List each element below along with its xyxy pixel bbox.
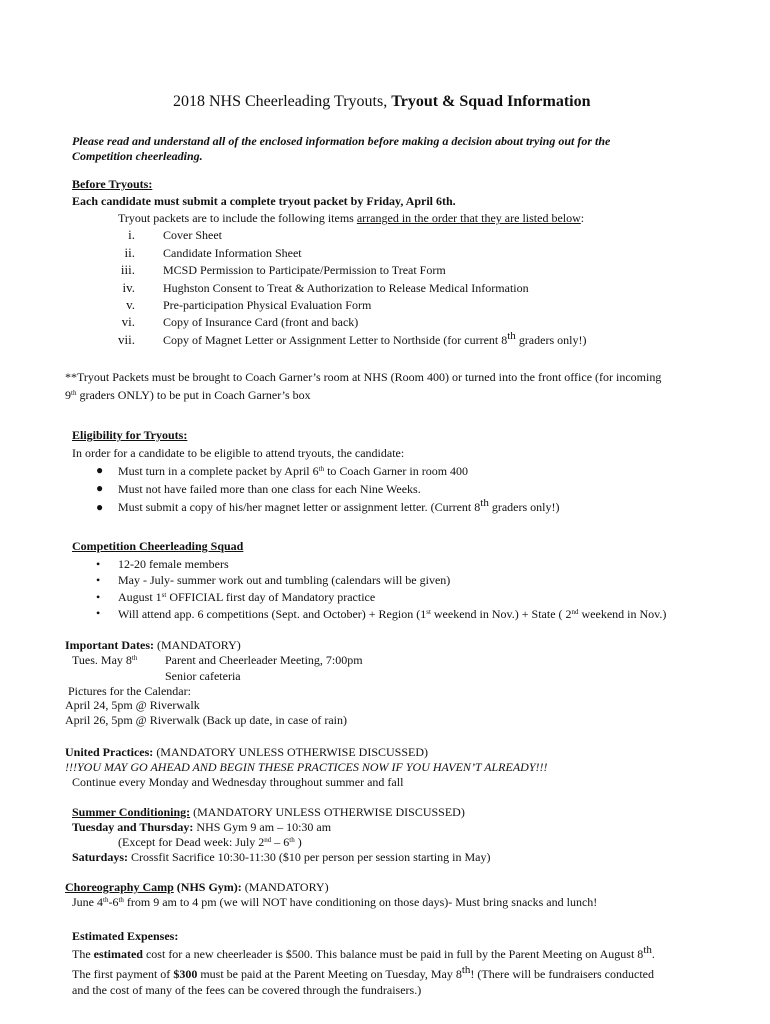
summer-exception-mid: – 6 [271, 835, 290, 849]
dates-heading [65, 638, 241, 652]
united-heading-label: United Practices: [65, 745, 154, 759]
eligibility-item-post: to Coach Garner in room 400 [324, 464, 469, 478]
packet-note-line-1: **Tryout Packets must be brought to Coach Garner’s room at NHS (Room 400) or turned into the front office (for incoming [65, 370, 662, 384]
eligibility-item-sup: th [318, 465, 325, 473]
bullet-icon: • [96, 557, 101, 571]
before-tryouts-lead: Each candidate must submit a complete tryout packet by Friday, April 6th. [72, 194, 456, 208]
expenses-sup: th [643, 944, 652, 956]
expenses-text: The first payment of [72, 967, 174, 981]
squad-item-post: OFFICIAL first day of Mandatory practice [166, 590, 376, 604]
page-title [173, 92, 591, 111]
note-rest: graders ONLY) to be put in Coach Garner’s box [76, 388, 311, 402]
summer-heading-note: (MANDATORY UNLESS OTHERWISE DISCUSSED) [190, 805, 465, 819]
pictures-date-2: April 26, 5pm @ Riverwalk (Back up date, in case of rain) [65, 713, 347, 727]
packet-item: MCSD Permission to Participate/Permission to Treat Form [163, 263, 446, 277]
squad-item-text: Will attend app. 6 competitions (Sept. and October) + Region (1 [118, 607, 427, 621]
expenses-text: must be paid at the Parent Meeting on Tuesday, May 8 [197, 967, 462, 981]
expenses-heading: Estimated Expenses: [72, 929, 179, 943]
packet-item: Copy of Insurance Card (front and back) [163, 315, 359, 329]
packet-instructions-underlined: arranged in the order that they are listed below [356, 211, 581, 225]
expenses-line-3: and the cost of many of the fees can be covered through the fundraisers.) [72, 983, 422, 997]
squad-item: May - July- summer work out and tumbling (calendars will be given) [118, 573, 451, 587]
summer-tue-thu-text: NHS Gym 9 am – 10:30 am [193, 820, 332, 834]
note-grade-sup: th [71, 389, 77, 397]
title-bold: Tryout & Squad Information [391, 93, 591, 110]
pictures-label: Pictures for the Calendar: [68, 684, 191, 698]
packet-item-text: Copy of Magnet Letter or Assignment Letter to Northside (for current 8 [163, 333, 508, 347]
meeting-date-sup: th [131, 654, 138, 662]
meeting-location: Senior cafeteria [165, 669, 241, 683]
summer-exception-post: ) [294, 835, 302, 849]
squad-heading: Competition Cheerleading Squad [72, 539, 244, 553]
camp-heading-note: (MANDATORY) [241, 880, 329, 894]
packet-instructions [118, 211, 584, 225]
item-number: vi. [121, 314, 135, 329]
camp-details-sup: th [118, 896, 124, 904]
eligibility-item-text: Must turn in a complete packet by April 6 [118, 464, 319, 478]
eligibility-heading: Eligibility for Tryouts: [72, 428, 188, 442]
dates-heading-label: Important Dates: [65, 638, 154, 652]
item-number: ii. [124, 245, 135, 260]
united-heading [65, 745, 428, 759]
squad-item [118, 590, 375, 604]
packet-instructions-post: : [580, 211, 585, 225]
eligibility-item [118, 497, 560, 514]
expenses-text: cost for a new cheerleader is $500. This balance must be paid in full by the Parent Meeting on August 8 [142, 947, 644, 961]
packet-item: Candidate Information Sheet [163, 246, 302, 260]
squad-item-sup: st [161, 591, 167, 599]
bullet-icon: • [96, 573, 101, 587]
eligibility-item-text: Must submit a copy of his/her magnet letter or assignment letter. (Current 8 [118, 500, 481, 514]
eligibility-lead: In order for a candidate to be eligible to attend tryouts, the candidate: [72, 446, 405, 460]
summer-tue-thu-label: Tuesday and Thursday: [72, 820, 194, 834]
camp-details [72, 895, 597, 909]
expenses-line-2 [72, 964, 654, 981]
bullet-icon: • [96, 590, 101, 604]
bullet-icon: ● [96, 481, 104, 495]
expenses-text: ! (There will be fundraisers conducted [470, 967, 654, 981]
before-tryouts-heading: Before Tryouts: [72, 177, 153, 191]
united-note: !!!YOU MAY GO AHEAD AND BEGIN THESE PRACTICES NOW IF YOU HAVEN’T ALREADY!!! [65, 760, 548, 774]
expenses-text: . [651, 947, 655, 961]
item-number: iv. [122, 280, 135, 295]
packet-item-sup: th [507, 330, 516, 342]
intro-line-1: Please read and understand all of the enclosed information before making a decision about trying out for the [72, 134, 611, 148]
camp-heading [65, 880, 329, 894]
packet-item: Pre-participation Physical Evaluation Form [163, 298, 372, 312]
summer-saturdays-label: Saturdays: [72, 850, 129, 864]
summer-exception [118, 835, 302, 849]
summer-saturdays [72, 850, 491, 864]
summer-heading [72, 805, 465, 819]
packet-item-post: graders only!) [515, 333, 587, 347]
title-normal: 2018 NHS Cheerleading Tryouts, [173, 93, 392, 110]
eligibility-item-post: graders only!) [488, 500, 560, 514]
camp-details-mid: -6 [108, 895, 119, 909]
item-number: vii. [118, 332, 135, 347]
eligibility-item: Must not have failed more than one class for each Nine Weeks. [118, 482, 421, 496]
camp-details-text: June 4 [72, 895, 103, 909]
bullet-icon: ● [96, 500, 104, 514]
intro-line-2: Competition cheerleading. [72, 149, 203, 163]
packet-item: Cover Sheet [163, 228, 222, 242]
camp-heading-location: (NHS Gym): [173, 880, 242, 894]
item-number: i. [128, 227, 135, 242]
pictures-date-1: April 24, 5pm @ Riverwalk [65, 698, 200, 712]
summer-saturdays-text: Crossfit Sacrifice 10:30-11:30 ($10 per person per session starting in May) [128, 850, 491, 864]
packet-note-line-2 [65, 388, 311, 402]
squad-item-post: weekend in Nov.) [578, 607, 667, 621]
meeting-date-text: Tues. May 8 [72, 653, 132, 667]
squad-item [118, 607, 666, 621]
squad-item: 12-20 female members [118, 557, 229, 571]
united-schedule: Continue every Monday and Wednesday throughout summer and fall [72, 775, 404, 789]
squad-item-sup: st [426, 608, 431, 616]
summer-tue-thu [72, 820, 331, 834]
eligibility-item [118, 464, 468, 478]
squad-item-text: August 1 [118, 590, 162, 604]
expenses-line-1 [72, 944, 655, 961]
packet-instructions-pre: Tryout packets are to include the following items [118, 211, 357, 225]
summer-heading-label: Summer Conditioning: [72, 805, 191, 819]
meeting-description: Parent and Cheerleader Meeting, 7:00pm [165, 653, 363, 667]
packet-item [163, 330, 587, 347]
bullet-icon: ● [96, 463, 104, 477]
item-number: v. [126, 297, 135, 312]
expenses-text: The [72, 947, 94, 961]
camp-details-sup: th [103, 896, 109, 904]
eligibility-item-sup: th [480, 497, 489, 509]
item-number: iii. [120, 262, 135, 277]
camp-heading-label: Choreography Camp [65, 880, 174, 894]
bullet-icon: • [96, 606, 101, 620]
squad-item-sup: nd [571, 608, 579, 616]
packet-item: Hughston Consent to Treat & Authorization to Release Medical Information [163, 281, 529, 295]
summer-exception-sup: nd [264, 836, 272, 844]
expenses-sup: th [461, 964, 471, 976]
expenses-bold: $300 [173, 967, 198, 981]
squad-item-mid: weekend in Nov.) + State ( 2 [430, 607, 572, 621]
dates-heading-note: (MANDATORY) [154, 638, 241, 652]
camp-details-post: from 9 am to 4 pm (we will NOT have conditioning on those days)- Must bring snacks and lunch! [123, 895, 598, 909]
united-heading-note: (MANDATORY UNLESS OTHERWISE DISCUSSED) [153, 745, 428, 759]
note-grade: 9 [65, 388, 71, 402]
summer-exception-sup: th [289, 836, 295, 844]
summer-exception-text: (Except for Dead week: July 2 [118, 835, 265, 849]
expenses-bold: estimated [93, 947, 143, 961]
meeting-date [72, 653, 137, 667]
